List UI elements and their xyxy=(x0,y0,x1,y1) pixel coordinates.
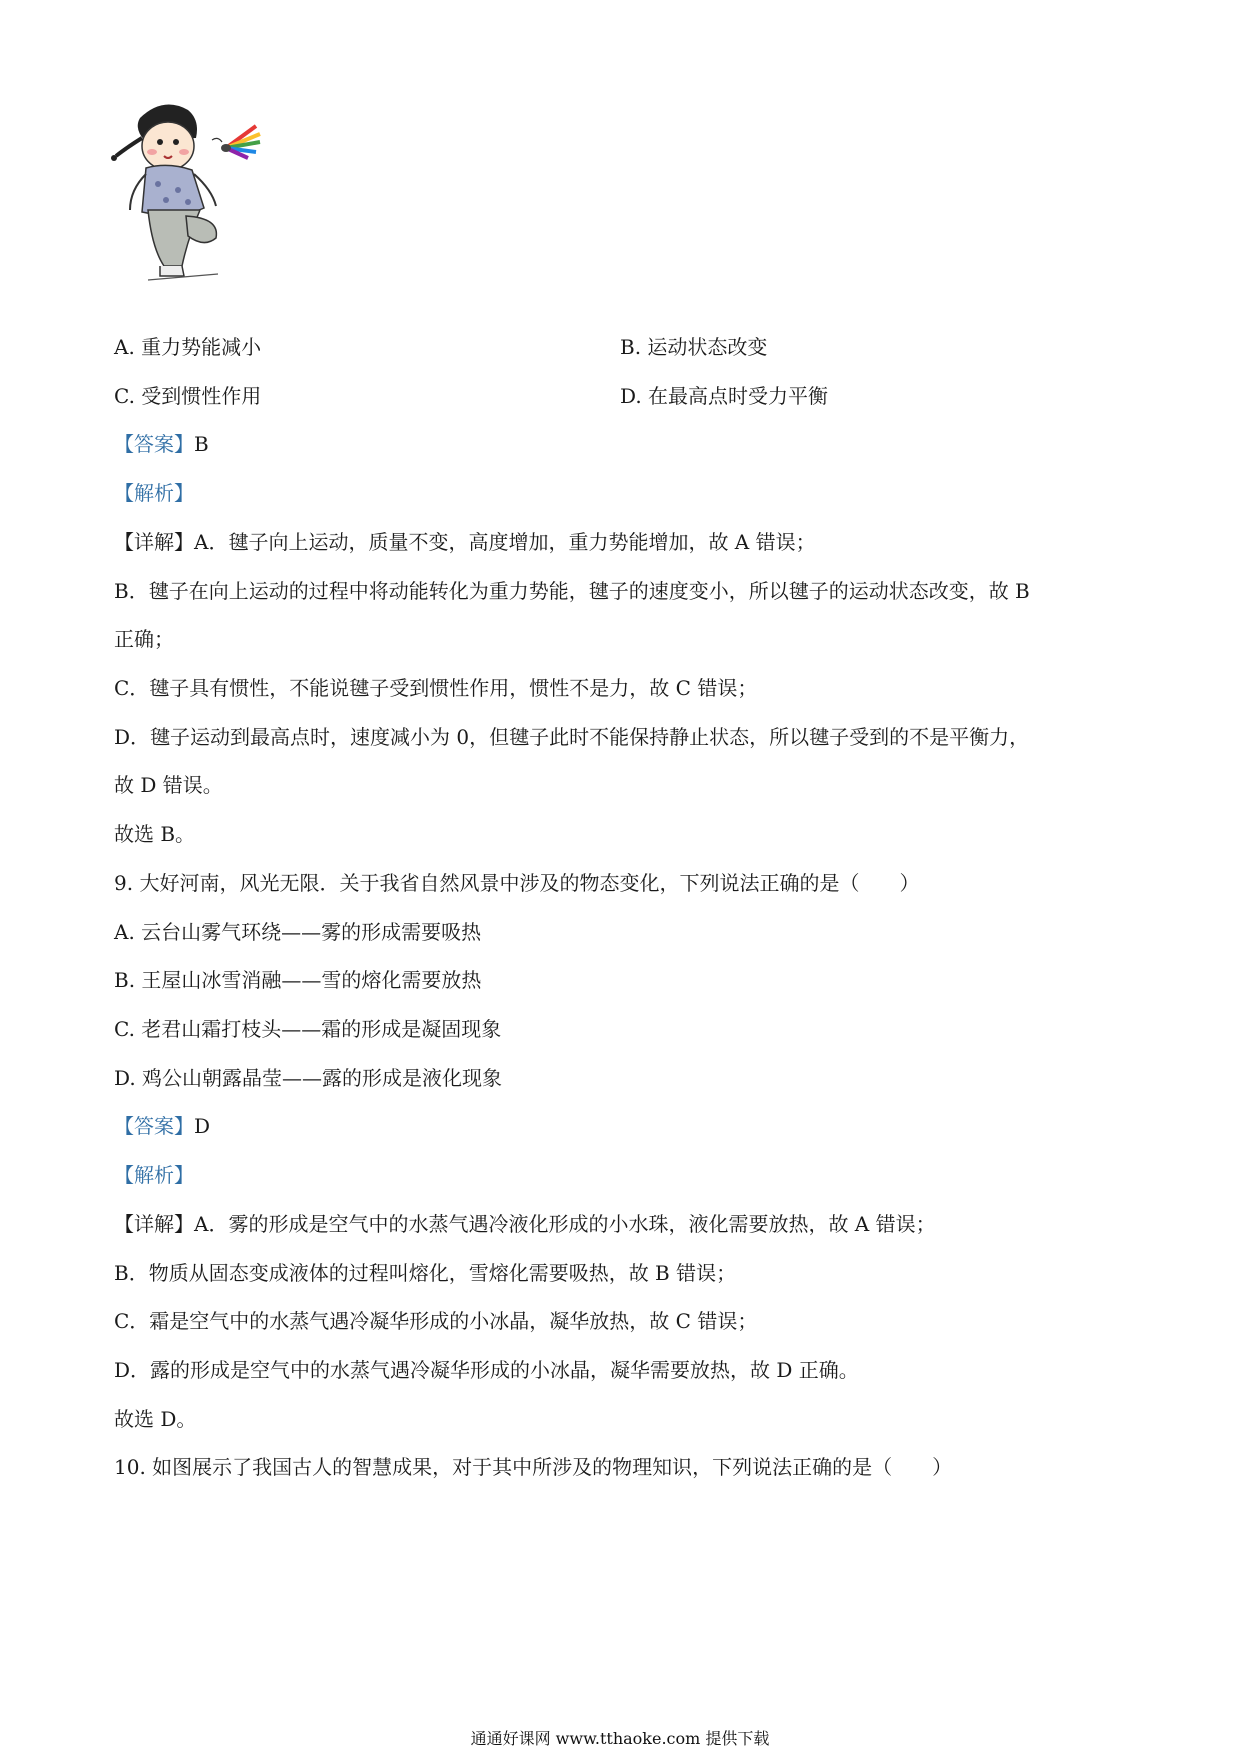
q9-conclusion: 故选 D。 xyxy=(114,1407,197,1431)
q8-answer xyxy=(114,430,209,458)
q9-detail-line: B．物质从固态变成液体的过程叫熔化，雪熔化需要吸热，故 B 错误； xyxy=(114,1261,737,1285)
answer-tag: 【答案】 xyxy=(114,432,194,456)
answer-value: D xyxy=(194,1114,211,1138)
page-footer[interactable]: 通通好课网 www.tthaoke.com 提供下载 xyxy=(470,1729,770,1748)
q9-detail-line: 【详解】A．雾的形成是空气中的水蒸气遇冷液化形成的小水珠，液化需要放热，故 A 错误； xyxy=(114,1212,936,1236)
q8-detail-line: 【详解】A．毽子向上运动，质量不变，高度增加，重力势能增加，故 A 错误； xyxy=(114,530,816,554)
q9-option-c: C. 老君山霜打枝头——霜的形成是凝固现象 xyxy=(114,1017,502,1041)
q8-detail-line: D．毽子运动到最高点时，速度减小为 0，但毽子此时不能保持静止状态，所以毽子受到的不是平衡力， xyxy=(114,725,1030,749)
q9-option-a: A. 云台山雾气环绕——雾的形成需要吸热 xyxy=(114,920,482,944)
q9-option-d: D. 鸡公山朝露晶莹——露的形成是液化现象 xyxy=(114,1066,503,1090)
q8-option-b: B. 运动状态改变 xyxy=(620,335,768,359)
q9-detail-line: C．霜是空气中的水蒸气遇冷凝华形成的小冰晶，凝华放热，故 C 错误； xyxy=(114,1309,758,1333)
q8-detail-line: 故 D 错误。 xyxy=(114,773,223,797)
q8-detail-line: C．毽子具有惯性，不能说毽子受到惯性作用，惯性不是力，故 C 错误； xyxy=(114,676,758,700)
answer-tag: 【答案】 xyxy=(114,1114,194,1138)
q9-question: 9. 大好河南，风光无限．关于我省自然风景中涉及的物态变化，下列说法正确的是（ ） xyxy=(114,871,920,895)
q8-detail-line: 正确； xyxy=(114,627,174,651)
q8-conclusion: 故选 B。 xyxy=(114,822,196,846)
q8-detail-line: B．毽子在向上运动的过程中将动能转化为重力势能，毽子的速度变小，所以毽子的运动状态改变，故 B xyxy=(114,579,1030,603)
q9-analysis-tag: 【解析】 xyxy=(114,1163,194,1187)
q8-option-c: C. 受到惯性作用 xyxy=(114,384,262,408)
q8-analysis-tag: 【解析】 xyxy=(114,481,194,505)
q8-option-a: A. 重力势能减小 xyxy=(114,335,262,359)
q10-question: 10. 如图展示了我国古人的智慧成果，对于其中所涉及的物理知识，下列说法正确的是（ ） xyxy=(114,1455,953,1479)
q9-answer xyxy=(114,1112,210,1140)
q9-option-b: B. 王屋山冰雪消融——雪的熔化需要放热 xyxy=(114,968,482,992)
answer-value: B xyxy=(194,432,209,456)
q8-option-d: D. 在最高点时受力平衡 xyxy=(620,384,829,408)
q9-detail-line: D．露的形成是空气中的水蒸气遇冷凝华形成的小冰晶，凝华需要放热，故 D 正确。 xyxy=(114,1358,859,1382)
child-kicking-shuttlecock-illustration xyxy=(108,98,286,310)
